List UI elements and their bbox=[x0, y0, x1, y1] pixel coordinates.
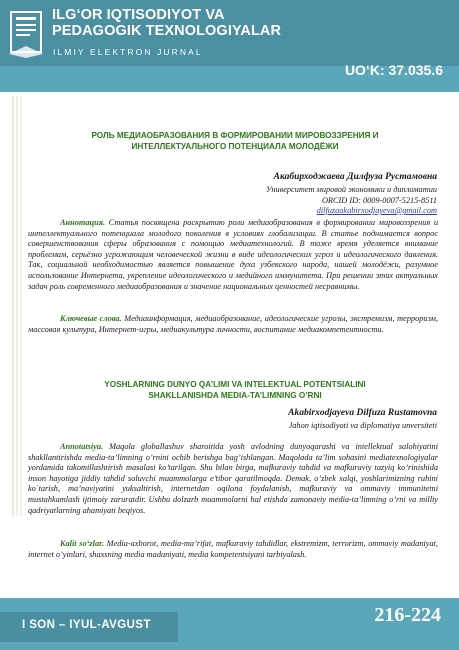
ru-keywords-text: Медиаинформация, медиаобразование, идеологические угрозы, экстремизм, терроризм, массовая культура, Интернет-игры, медиакультура личности, воспитание медиакомпетентности. bbox=[28, 314, 438, 334]
ru-author-meta bbox=[266, 185, 437, 217]
journal-subtitle: ILMIY ELEKTRON JURNAL bbox=[53, 47, 203, 57]
uz-abstract-text: Maqola globallashuv sharoitida yosh avlodning dunyoqarashi va intellektual salohiyatini shakllantirishda media-ta’limning o’rnini ochib berishga bag’ishlangan. Maqolada ta’lim sohasini mediatexnologiyalar yordamida takomillashtirish masalasi ko’tarilgan. Shu bilan birga, mafkuraviy tahdid va mafkuraviy tazyiq ko’rinishida inson hayotiga jiddiy tahdid soluvchi muammolarga e’tibor qaratilmoqda. Demak, o’zbek xalqi, yoshlarimizning ruhini ko`tarish, ma’naviyatini yuksaltirish, internetdan oqilona foydalanish, mafkuraviy va ommaviy immunitetni mustahkamlash ijtimoiy zaruratdir. Ushbu dolzarb muammolarni hal etishda zamonaviy media-ta’limning o’rni va milliy qadriyatlarning ahamiyati beqiyos. bbox=[28, 442, 438, 515]
decorative-side-lines bbox=[10, 96, 24, 516]
journal-logo-icon bbox=[5, 6, 47, 60]
uz-abstract bbox=[28, 442, 438, 516]
issue-label: I SON – IYUL-AVGUST bbox=[22, 619, 151, 631]
uz-keywords-text: Media-axborot, media-ma’rifat, mafkuraviy tahdidlar, ekstremizm, terrorizm, ommaviy madaniyat, internet o’yinlari, shaxsning media madaniyati, media kompetentsiyani tarbiyalash. bbox=[28, 539, 438, 559]
ru-abstract-text: Статья посвящена раскрытию роли медиаобразования в формировании мировоззрения и интеллектуального потенциала молодого поколения в условиях глобализации. В статье поднимается вопрос совершенствования сферы образования с помощью медиатехнологий. В тоже время уделяется внимание проблемам, серьёзно угрожающим человеческой жизни в виде идеологических угроз и идеологического давления. Так, социальной необходимостью является повышение духа узбекского народа, нашей молодёжи, разумное использование Интернета, укрепление идеологического и медийного иммунитета. При решении этих актуальных задач роль современного медиаобразования и значение национальных ценностей несравнимы. bbox=[28, 218, 438, 291]
journal-header bbox=[0, 0, 459, 92]
ru-email-link[interactable]: dilfuzaakabirxodjayeva@gmail.com bbox=[316, 206, 437, 215]
uz-article-title bbox=[45, 379, 425, 401]
uz-author-name: Akabirxodjayeva Dilfuza Rustamovna bbox=[288, 408, 437, 418]
uz-keywords-label: Kalit so‘zlar. bbox=[60, 539, 104, 548]
udc-code: UO‘K: 37.035.6 bbox=[344, 62, 443, 78]
ru-orcid: ORCID ID: 0009-0007-5215-8511 bbox=[321, 195, 437, 205]
ru-abstract bbox=[28, 218, 438, 292]
uz-keywords bbox=[28, 539, 438, 560]
uz-title-line2: SHAKLLANISHDA MEDIA-TA’LIMNING O’RNI bbox=[148, 391, 322, 400]
ru-title-line2: ИНТЕЛЛЕКТУАЛЬНОГО ПОТЕНЦИАЛА МОЛОДЁЖИ bbox=[131, 142, 339, 151]
journal-title bbox=[52, 7, 281, 39]
ru-article-title bbox=[45, 130, 425, 152]
ru-abstract-label: Аннотация. bbox=[60, 218, 106, 227]
ru-title-line1: РОЛЬ МЕДИАОБРАЗОВАНИЯ В ФОРМИРОВАНИИ МИРОВОЗЗРЕНИЯ И bbox=[91, 131, 379, 140]
ru-affiliation: Университет мировой экономики и дипломатии bbox=[265, 185, 437, 194]
uz-affiliation: Jahon iqtisodiyoti va diplomatiya unversiteti bbox=[288, 421, 437, 430]
ru-keywords bbox=[28, 314, 438, 335]
ru-keywords-label: Ключевые слова. bbox=[60, 314, 122, 323]
journal-title-line2: PEDAGOGIK TEXNOLOGIYALAR bbox=[52, 23, 282, 39]
ru-author-name: Акабирходжаева Дилфуза Рустамовна bbox=[273, 172, 437, 182]
journal-title-line1: ILG‘OR IQTISODIYOT VA bbox=[52, 7, 225, 23]
uz-title-line1: YOSHLARNING DUNYO QA’LIMI VA INTELEKTUAL POTENTSIALINI bbox=[104, 380, 366, 389]
page-range: 216-224 bbox=[374, 604, 441, 626]
uz-abstract-label: Annotatsiya. bbox=[60, 442, 104, 451]
